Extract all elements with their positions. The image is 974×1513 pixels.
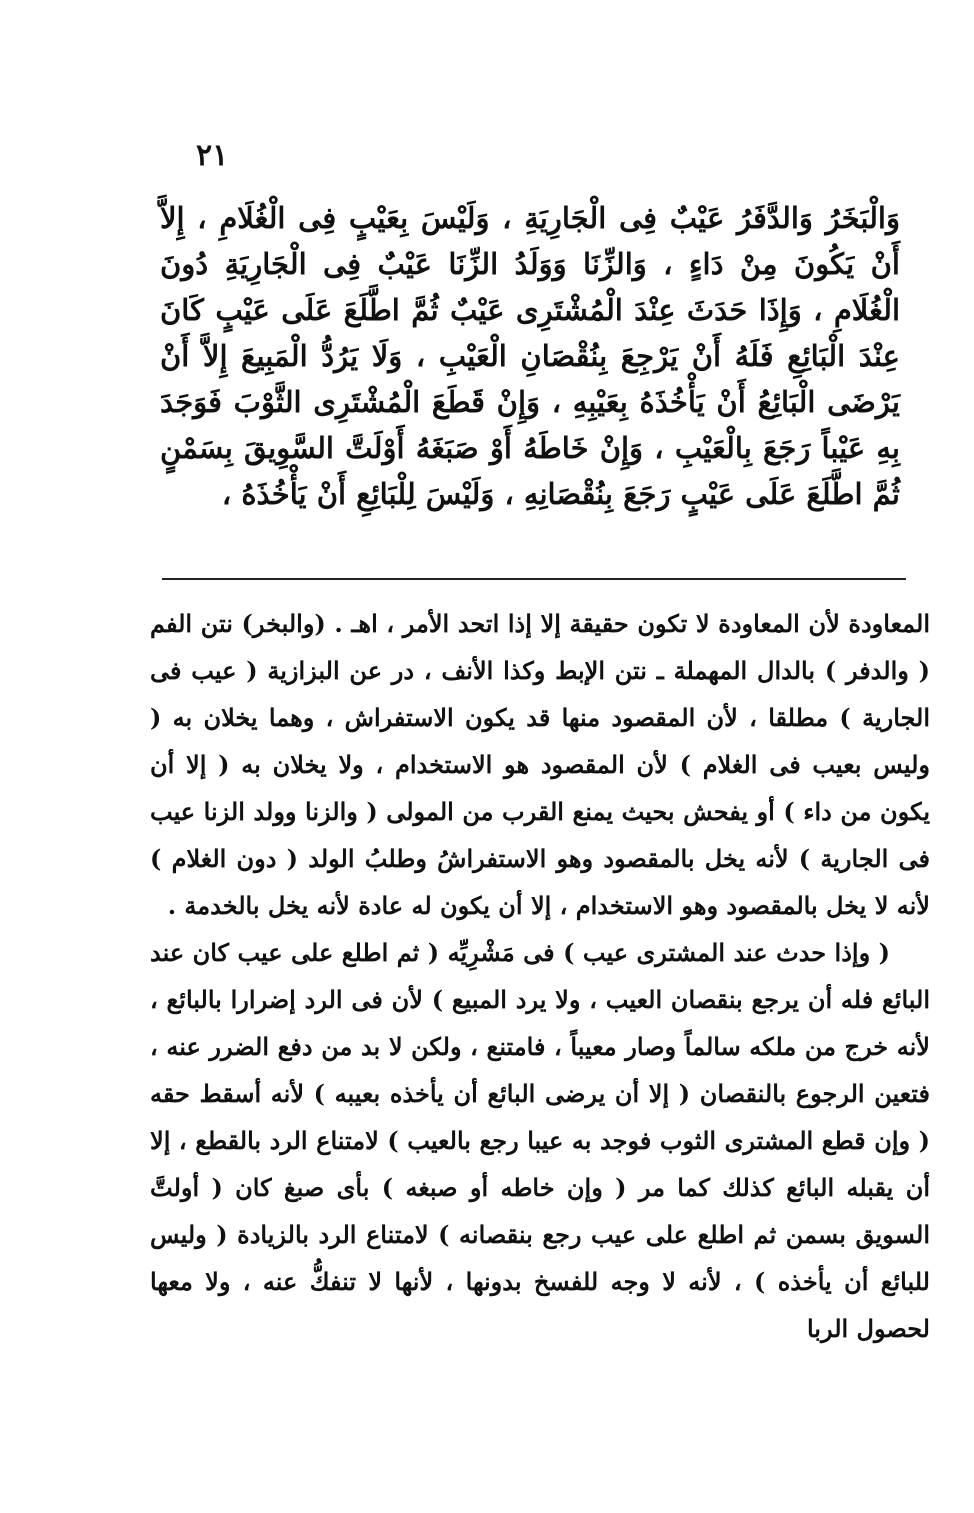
main-text	[160, 195, 900, 517]
commentary	[150, 600, 930, 1352]
separator-line	[162, 578, 906, 580]
page-number: ٢١	[196, 138, 229, 173]
commentary-paragraph-2: ( وإذا حدث عند المشترى عيب ) فى مَشْرِيِّه ( ثم اطلع على عيب كان عند البائع فله أن يرجع بنقصان العيب ، ولا يرد المبيع ) لأن فى الرد إضرارا بالبائع ، لأنه خرج من ملكه سالماً وصار معيباً ، فامتنع ، ولكن لا بد من دفع الضرر عنه ، فتعين الرجوع بالنقصان ( إلا أن يرضى البائع أن يأخذه بعيبه ) لأنه أسقط حقه ( وإن قطع المشترى الثوب فوجد به عيبا رجع بالعيب ) لامتناع الرد بالقطع ، إلا أن يقبله البائع كذلك كما مر ( وإن خاطه أو صبغه ) بأى صبغ كان ( أولتَّ السويق بسمن ثم اطلع على عيب رجع بنقصانه ) لامتناع الرد بالزيادة ( وليس للبائع أن يأخذه ) ، لأنه لا وجه للفسخ بدونها ، لأنها لا تنفكُّ عنه ، ولا معها لحصول الربا	[150, 938, 931, 1343]
main-text-paragraph: وَالْبَخَرُ وَالدَّفَرُ عَيْبٌ فِى الْجَارِيَةِ ، وَلَيْسَ بِعَيْبٍ فِى الْغُلَامِ ، إِلاَّ أَنْ يَكُونَ مِنْ دَاءٍ ، وَالزِّنَا وَوَلَدُ الزِّنَا عَيْبٌ فِى الْجَارِيَةِ دُونَ الْغُلَامِ ، وَإِذَا حَدَثَ عِنْدَ الْمُشْتَرِى عَيْبٌ ثُمَّ اطَّلَعَ عَلَى عَيْبٍ كَانَ عِنْدَ الْبَائِعِ فَلَهُ أَنْ يَرْجِعَ بِنُقْصَانِ الْعَيْبِ ، وَلَا يَرُدُّ الْمَبِيعَ إِلاَّ أَنْ يَرْضَى الْبَائِعُ أَنْ يَأْخُذَهُ بِعَيْبِهِ ، وَإِنْ قَطَعَ الْمُشْتَرِى الثَّوْبَ فَوَجَدَ بِهِ عَيْباً رَجَعَ بِالْعَيْبِ ، وَإِنْ خَاطَهُ أَوْ صَبَغَهُ أَوْلَتَّ السَّوِيقَ بِسَمْنٍ ثُمَّ اطَّلَعَ عَلَى عَيْبٍ رَجَعَ بِنُقْصَانِهِ ، وَلَيْسَ لِلْبَائِعِ أَنْ يَأْخُذَهُ ،	[160, 201, 900, 511]
commentary-paragraph-1: المعاودة لأن المعاودة لا تكون حقيقة إلا إذا اتحد الأمر ، اهـ . (والبخر) نتن الفم ( والدفر ) بالدال المهملة ـ نتن الإبط وكذا الأنف ، در عن البزازية ( عيب فى الجارية ) مطلقا ، لأن المقصود منها قد يكون الاستفراش ، وهما يخلان به ( وليس بعيب فى الغلام ) لأن المقصود هو الاستخدام ، ولا يخلان به ( إلا أن يكون من داء ) أو يفحش بحيث يمنع القرب من المولى ( والزنا وولد الزنا عيب فى الجارية ) لأنه يخل بالمقصود وهو الاستفراشُ وطلبُ الولد ( دون الغلام ) لأنه لا يخل بالمقصود وهو الاستخدام ، إلا أن يكون له عادة لأنه يخل بالخدمة .	[150, 609, 931, 920]
